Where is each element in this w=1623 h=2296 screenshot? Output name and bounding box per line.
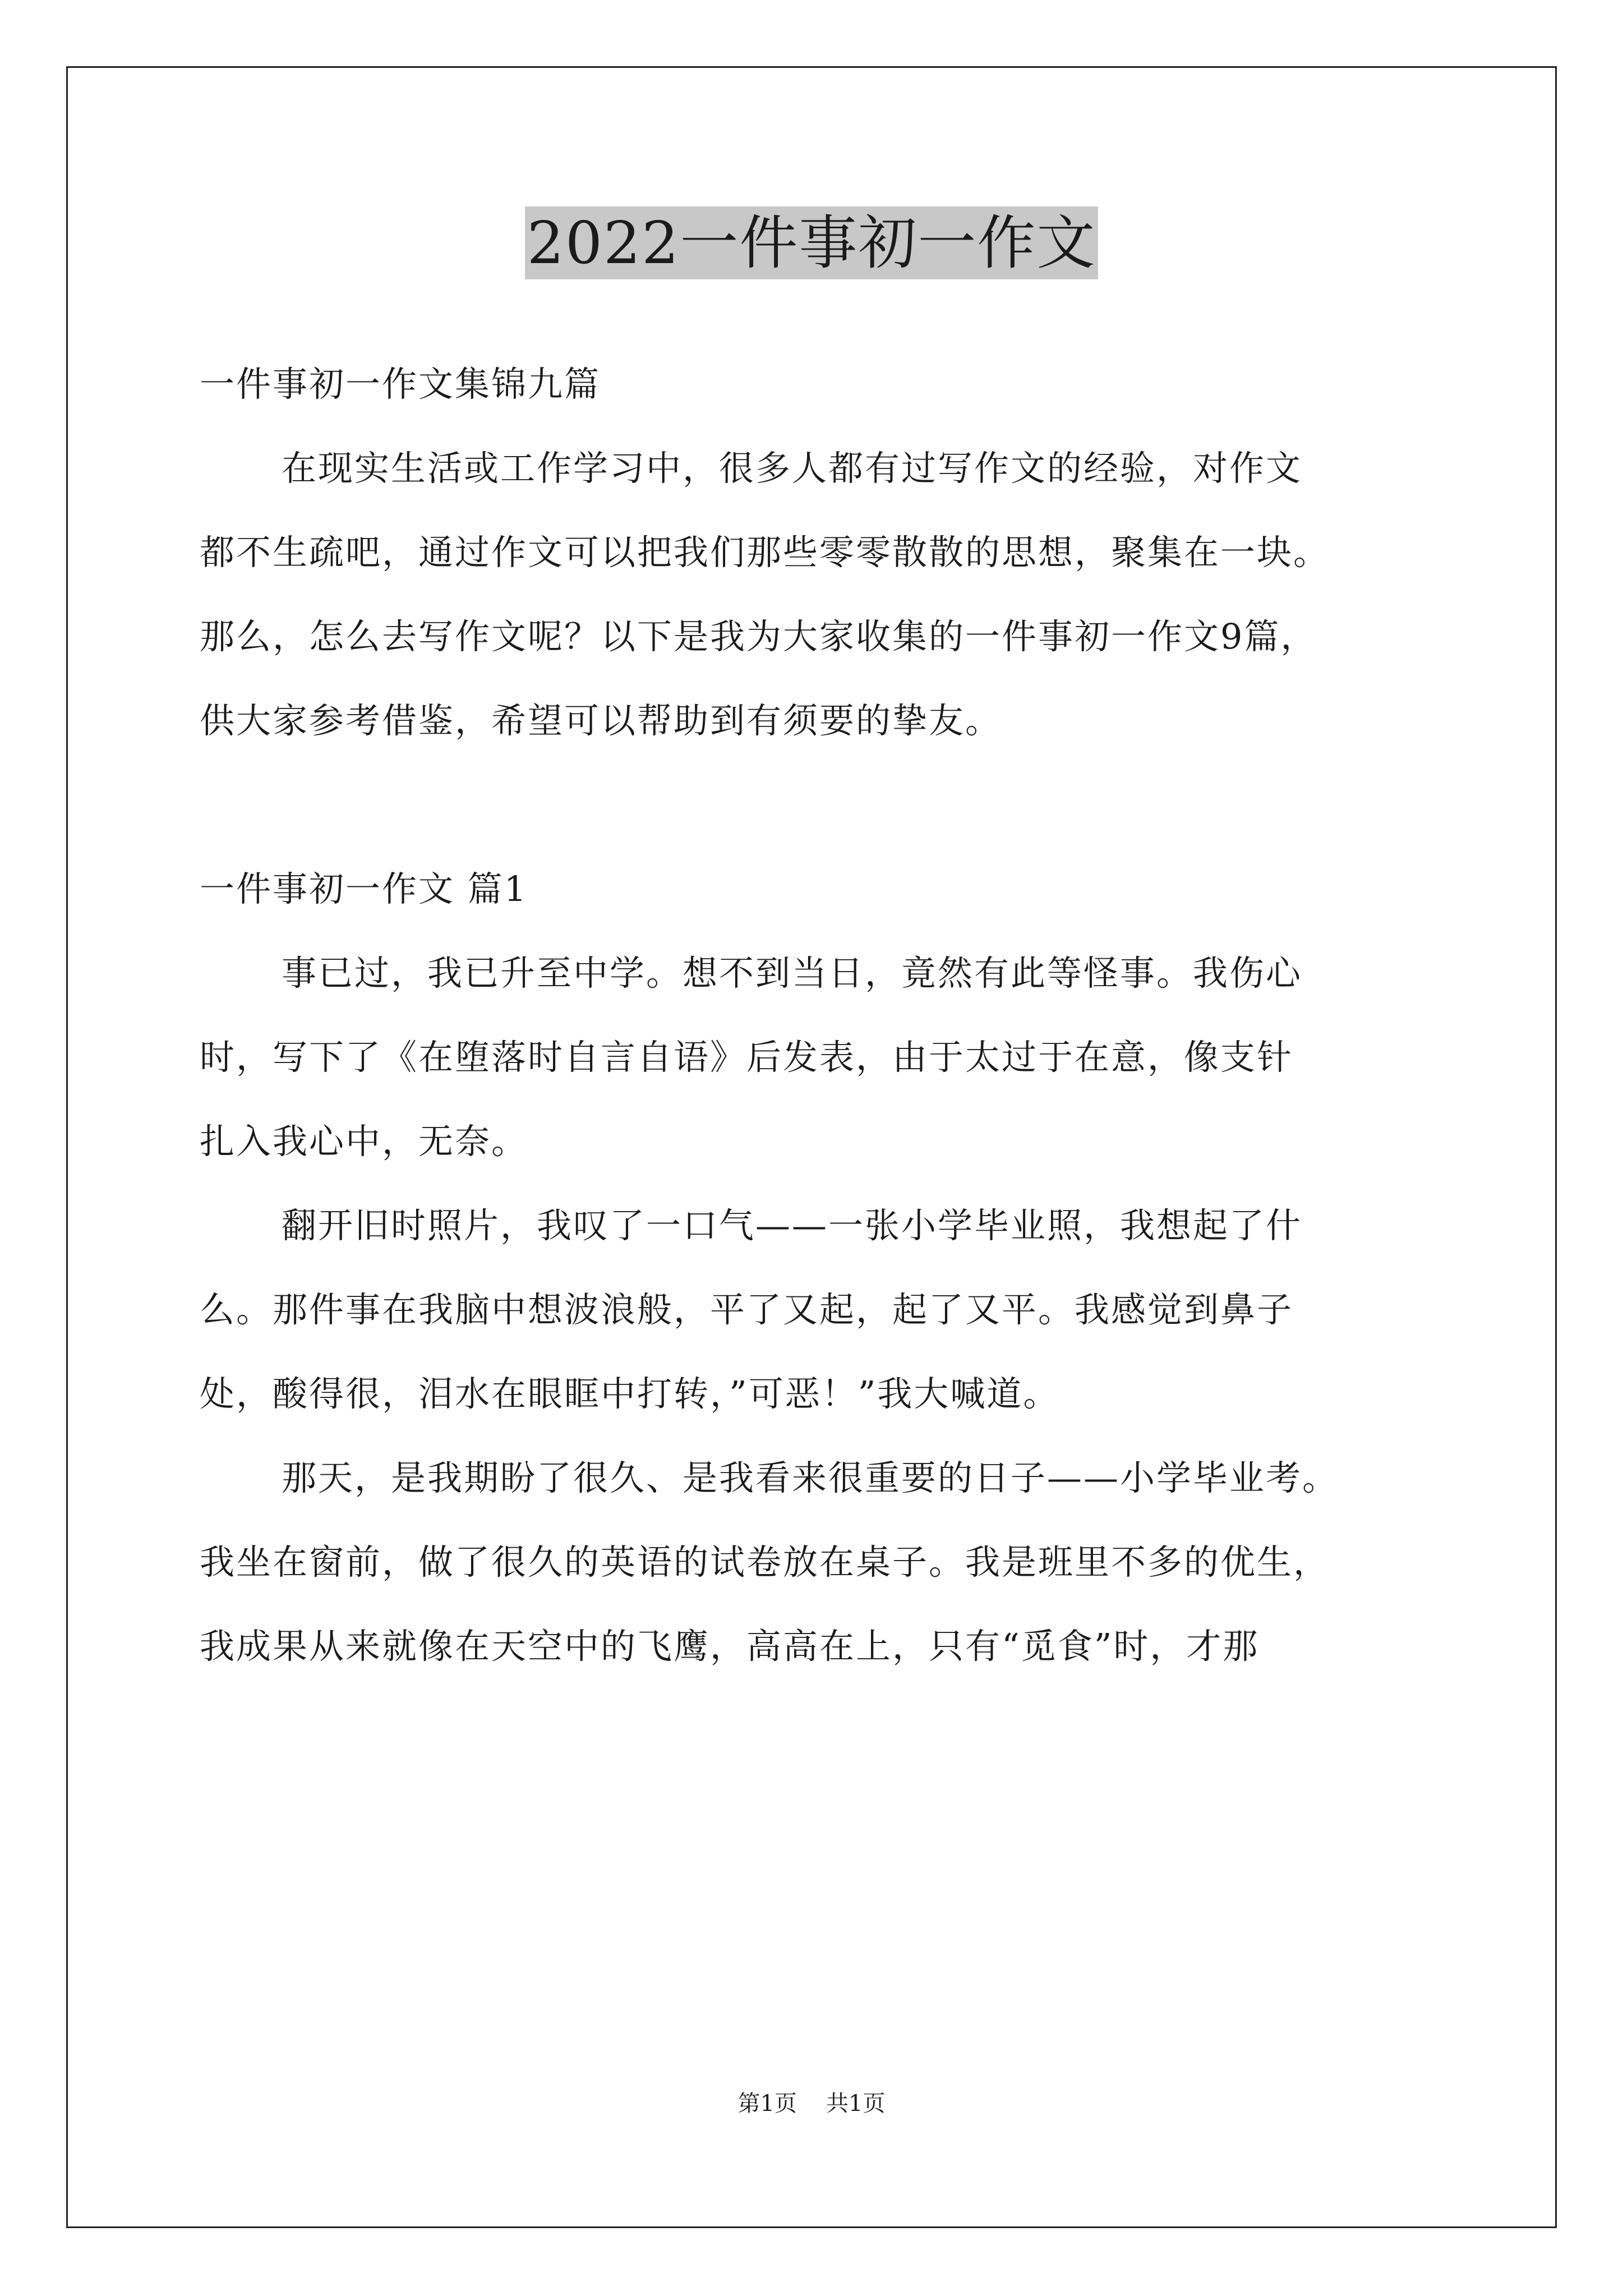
intro-line: 在现实生活或工作学习中，很多人都有过写作文的经验，对作文 [282,448,1303,489]
document-body [200,342,1456,1688]
intro-line: 都不生疏吧，通过作文可以把我们那些零零散散的思想，聚集在一块。 [200,532,1330,573]
paragraph-line: 我坐在窗前，做了很久的英语的试卷放在桌子。我是班里不多的优生， [200,1542,1330,1582]
paragraph-line: 扎入我心中，无奈。 [200,1121,528,1162]
page-number: 第1页 [737,2091,797,2116]
paragraph-line: 么。那件事在我脑中想波浪般，平了又起，起了又平。我感觉到鼻子 [200,1289,1294,1330]
document-title: 2022一件事初一作文 [525,206,1099,279]
paragraph-line: 翻开旧时照片，我叹了一口气——一张小学毕业照，我想起了什 [282,1205,1303,1246]
paragraph-line: 处，酸得很，泪水在眼眶中打转，”可恶！”我大喊道。 [200,1373,1060,1414]
section-heading: 一件事初一作文 篇1 [200,868,528,909]
title-container [0,206,1623,279]
paragraph-line: 我成果从来就像在天空中的飞鹰，高高在上，只有“觅食”时，才那 [200,1626,1260,1667]
document-subtitle: 一件事初一作文集锦九篇 [200,364,601,404]
page-total: 共1页 [826,2091,886,2116]
spacer [200,763,1456,847]
paragraph-line: 事已过，我已升至中学。想不到当日，竟然有此等怪事。我伤心 [282,953,1303,993]
intro-line: 那么，怎么去写作文呢？以下是我为大家收集的一件事初一作文9篇， [200,616,1317,657]
page-footer [0,2087,1623,2120]
paragraph-line: 时，写下了《在堕落时自言自语》后发表，由于太过于在意，像支针 [200,1037,1294,1078]
intro-line: 供大家参考借鉴，希望可以帮助到有须要的挚友。 [200,700,1002,741]
paragraph-line: 那天，是我期盼了很久、是我看来很重要的日子——小学毕业考。 [282,1457,1339,1498]
